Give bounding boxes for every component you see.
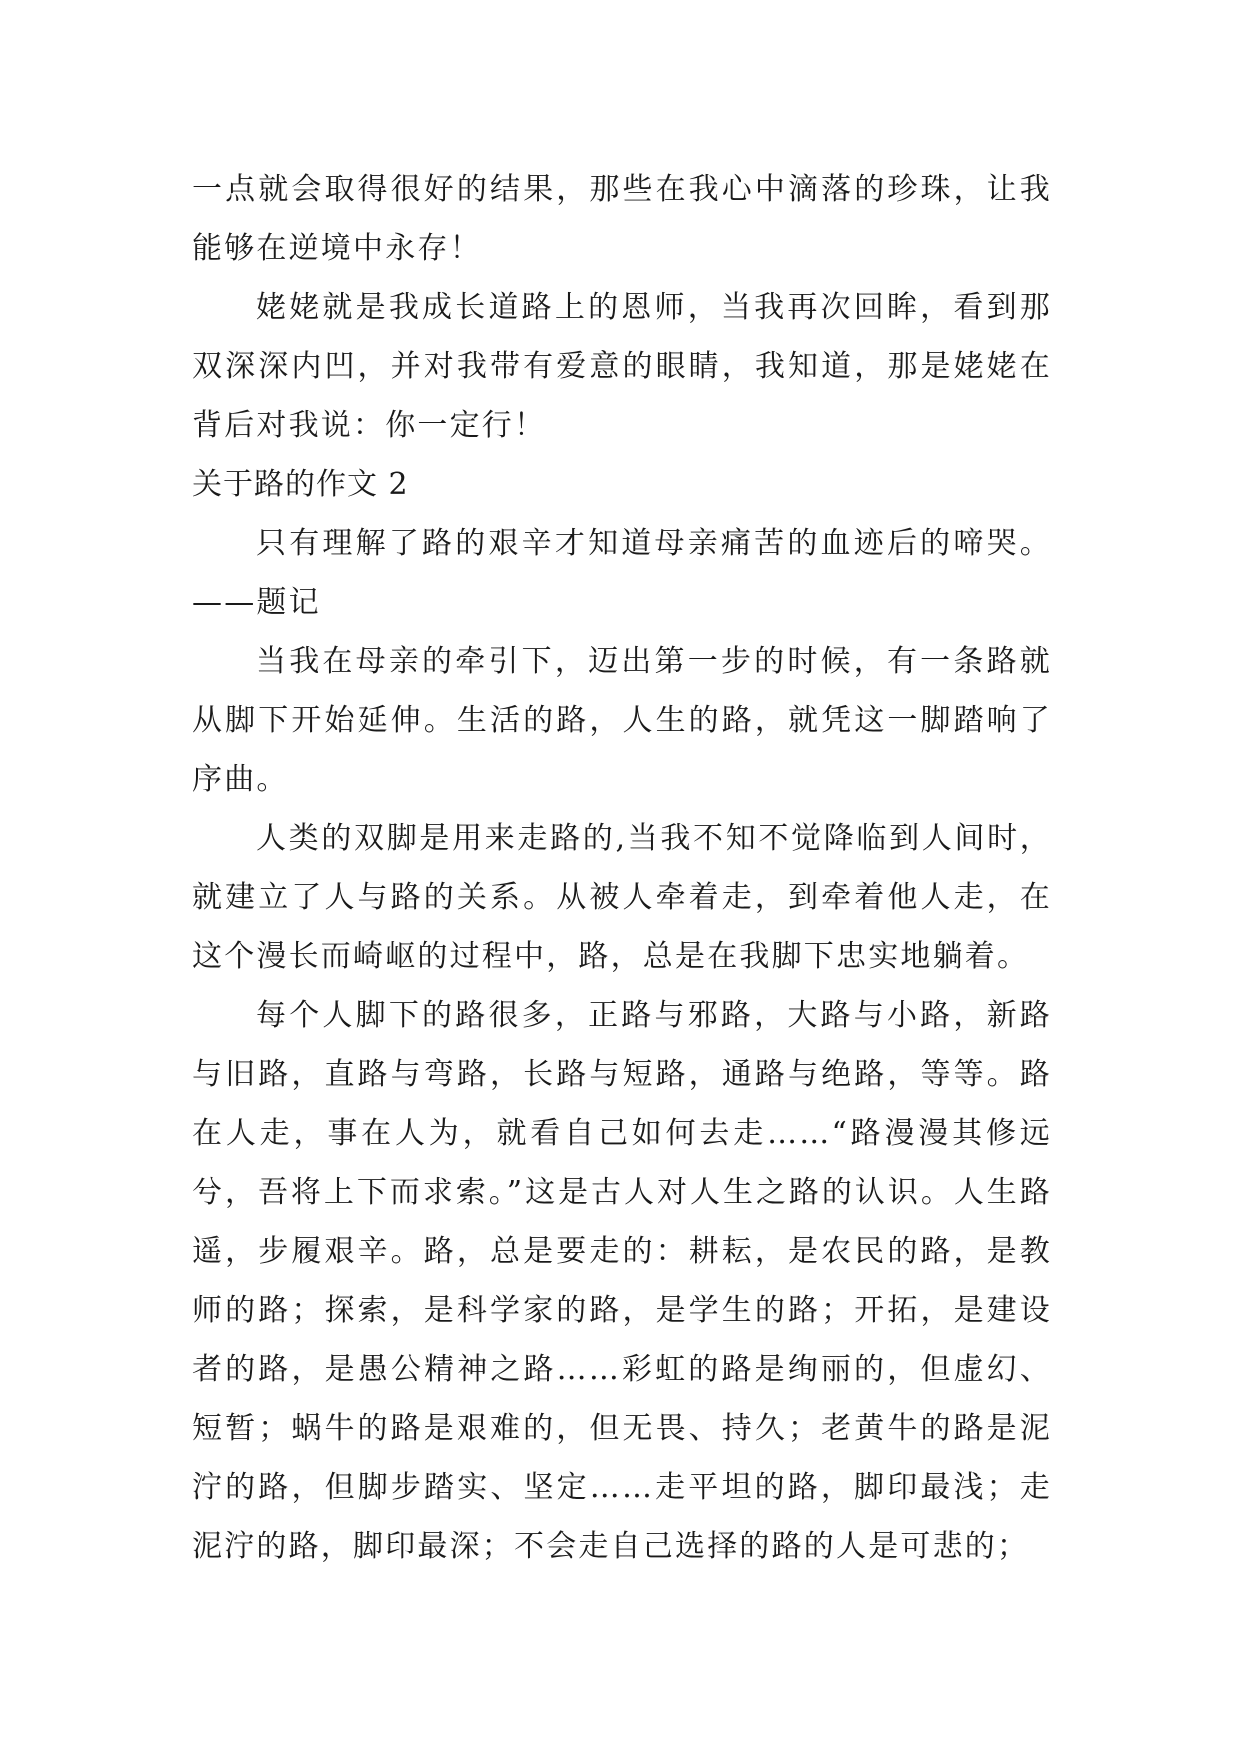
paragraph-many-roads: 每个人脚下的路很多，正路与邪路，大路与小路，新路与旧路，直路与弯路，长路与短路，通路与绝路，等等。路在人走，事在人为，就看自己如何去走……“路漫漫其修远兮，吾将上下而求索。”这是古人对人生之路的认识。人生路遥，步履艰辛。路，总是要走的：耕耘，是农民的路，是教师的路；探索，是科学家的路，是学生的路；开拓，是建设者的路，是愚公精神之路……彩虹的路是绚丽的，但虚幻、短暂；蜗牛的路是艰难的，但无畏、持久；老黄牛的路是泥泞的路，但脚步踏实、坚定……走平坦的路，脚印最浅；走泥泞的路，脚印最深；不会走自己选择的路的人是可悲的； — [192, 998, 1052, 1564]
document-body — [192, 160, 1052, 1576]
paragraph-grandma-mentor: 姥姥就是我成长道路上的恩师，当我再次回眸，看到那双深深内凹，并对我带有爱意的眼睛，我知道，那是姥姥在背后对我说：你一定行！ — [192, 290, 1052, 443]
paragraph-human-and-road: 人类的双脚是用来走路的,当我不知不觉降临到人间时，就建立了人与路的关系。从被人牵着走，到牵着他人走，在这个漫长而崎岖的过程中，路，总是在我脚下忠实地躺着。 — [192, 821, 1052, 974]
paragraph-continuation: 一点就会取得很好的结果，那些在我心中滴落的珍珠，让我能够在逆境中永存！ — [192, 172, 1052, 266]
paragraph-epigraph: 只有理解了路的艰辛才知道母亲痛苦的血迹后的啼哭。——题记 — [192, 526, 1052, 620]
paragraph-first-step: 当我在母亲的牵引下，迈出第一步的时候，有一条路就从脚下开始延伸。生活的路，人生的路，就凭这一脚踏响了序曲。 — [192, 644, 1052, 797]
essay-heading: 关于路的作文 2 — [192, 467, 409, 502]
